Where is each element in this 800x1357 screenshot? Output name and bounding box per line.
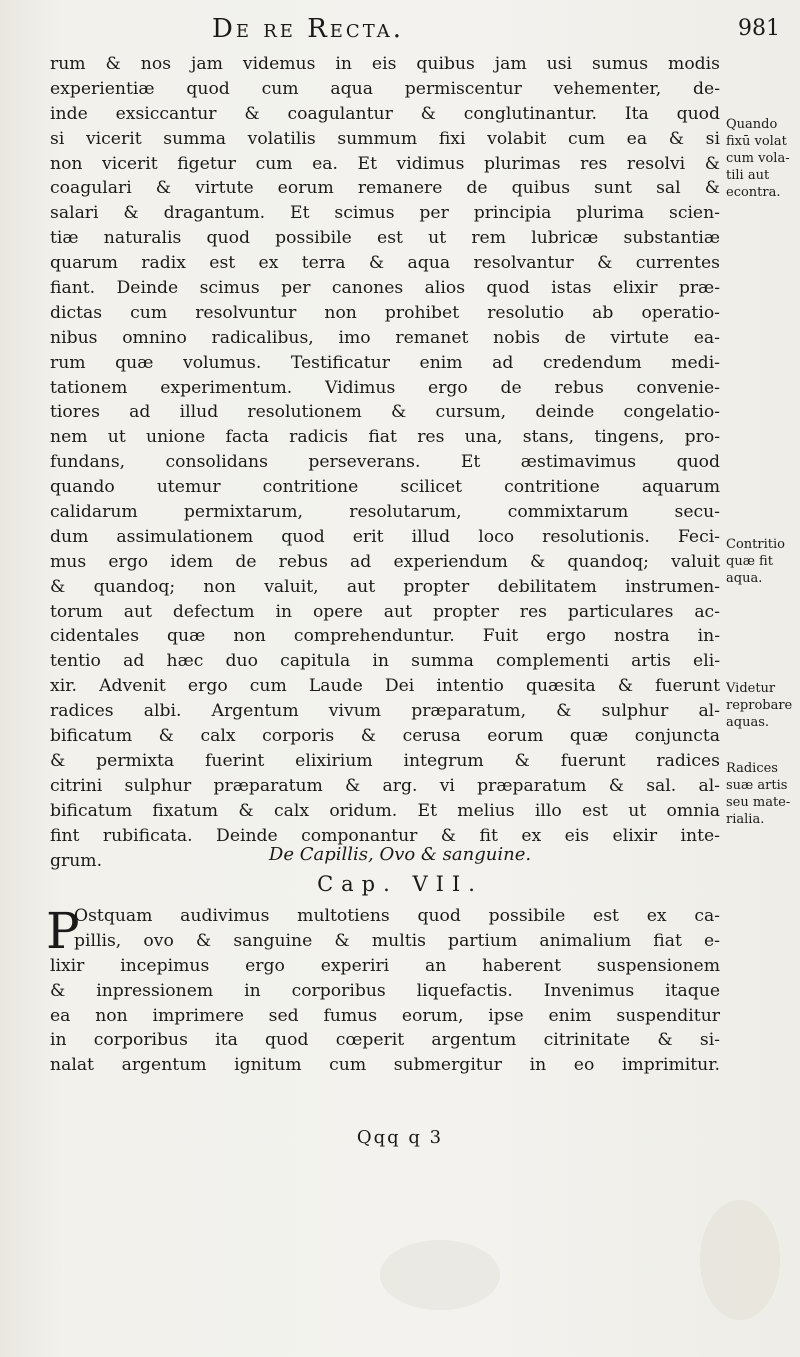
text-line: citrini sulphur præparatum & arg. vi præparatum & sal. al-	[50, 775, 720, 796]
chapter-text-block	[50, 904, 720, 1078]
running-head: De re Recta.	[212, 14, 404, 44]
text-line: rum quæ volumus. Testificatur enim ad credendum medi-	[50, 352, 720, 373]
text-line: tentio ad hæc duo capitula in summa complementi artis eli-	[50, 651, 720, 672]
text-line: pillis, ovo & sanguine & multis partium animalium fiat e-	[74, 930, 720, 951]
text-line: quarum radix est ex terra & aqua resolvantur & currentes	[50, 253, 720, 274]
text-line: calidarum permixtarum, resolutarum, commixtarum secu-	[50, 502, 720, 523]
margin-note-line: suæ artis	[726, 778, 788, 793]
text-line: & permixta fuerint elixirium integrum & fuerunt radices	[50, 750, 720, 771]
text-line: non vicerit figetur cum ea. Et vidimus plurimas res resolvi &	[50, 153, 720, 174]
text-line: dum assimulationem quod erit illud loco resolutionis. Feci-	[50, 526, 720, 547]
margin-note-line: Radices	[726, 761, 778, 776]
margin-note	[726, 760, 798, 828]
text-line: & inpressionem in corporibus liquefactis. Invenimus itaque	[50, 980, 720, 1001]
margin-note-line: reprobare	[726, 698, 793, 713]
text-line: nibus omnino radicalibus, imo remanet nobis de virtute ea-	[50, 327, 720, 348]
text-line: bificatum & calx corporis & cerusa eorum quæ conjuncta	[50, 726, 720, 747]
margin-note	[726, 116, 798, 201]
margin-note-line: Quando	[726, 117, 778, 132]
text-line: cidentales quæ non comprehenduntur. Fuit ergo nostra in-	[50, 626, 720, 647]
text-line: in corporibus ita quod cœperit argentum citrinitate & si-	[50, 1030, 720, 1051]
margin-note-line: Videtur	[726, 681, 776, 696]
text-line: experientiæ quod cum aqua permiscentur vehementer, de-	[50, 78, 720, 99]
page-number: 981	[738, 16, 780, 41]
text-line: Ostquam audivimus multotiens quod possibile est ex ca-	[74, 906, 720, 926]
body-text-block	[50, 52, 720, 873]
text-line: inde exsiccantur & coagulantur & conglutinantur. Ita quod	[50, 103, 720, 124]
paper-stain	[700, 1200, 780, 1320]
text-line: fint rubificata. Deinde componantur & fit ex eis elixir inte-	[50, 825, 720, 846]
margin-note-line: aquas.	[726, 715, 769, 730]
margin-note-line: fixū volat	[726, 134, 787, 149]
margin-note-line: aqua.	[726, 571, 763, 586]
text-line: bificatum fixatum & calx oridum. Et melius illo est ut omnia	[50, 800, 720, 821]
text-line: fiant. Deinde scimus per canones alios quod istas elixir præ-	[50, 278, 720, 299]
text-line: lixir incepimus ergo experiri an haberent suspensionem	[50, 955, 720, 976]
text-line: grum.	[50, 850, 103, 871]
chapter-heading: Cap. VII.	[317, 872, 483, 896]
margin-note-line: seu mate-	[726, 795, 791, 810]
text-line: radices albi. Argentum vivum præparatum, & sulphur al-	[50, 701, 720, 722]
text-line: si vicerit summa volatilis summum fixi volabit cum ea & si	[50, 128, 720, 149]
text-line: tationem experimentum. Vidimus ergo de rebus convenie-	[50, 377, 720, 398]
text-line: xir. Advenit ergo cum Laude Dei intentio quæsita & fuerunt	[50, 676, 720, 697]
text-line: dictas cum resolvuntur non prohibet resolutio ab operatio-	[50, 302, 720, 323]
margin-note	[726, 680, 798, 731]
signature-mark: Qqq q 3	[356, 1127, 444, 1148]
text-line: mus ergo idem de rebus ad experiendum & quandoq; valuit	[50, 551, 720, 572]
text-line: coagulari & virtute eorum remanere de quibus sunt sal &	[50, 178, 720, 199]
margin-note-line: tili aut	[726, 168, 770, 183]
text-line: ea non imprimere sed fumus eorum, ipse enim suspenditur	[50, 1005, 720, 1026]
text-line: torum aut defectum in opere aut propter res particulares ac-	[50, 601, 720, 622]
text-line: & quandoq; non valuit, aut propter debilitatem instrumen-	[50, 576, 720, 597]
margin-note-line: cum vola-	[726, 151, 790, 166]
margin-note-line: Contritio	[726, 537, 785, 552]
margin-note-line: econtra.	[726, 185, 781, 200]
paper-stain	[380, 1240, 500, 1310]
drop-capital: P	[46, 902, 80, 960]
margin-note-line: quæ fit	[726, 554, 773, 569]
text-line: fundans, consolidans perseverans. Et æstimavimus quod	[50, 452, 720, 473]
text-line: tiæ naturalis quod possibile est ut rem lubricæ substantiæ	[50, 228, 720, 249]
text-line: quando utemur contritione scilicet contritione aquarum	[50, 477, 720, 498]
margin-note	[726, 536, 798, 587]
margin-note-line: rialia.	[726, 812, 765, 827]
page-header	[0, 14, 800, 48]
text-line: tiores ad illud resolutionem & cursum, deinde congelatio-	[50, 402, 720, 423]
text-line: nalat argentum ignitum cum submergitur in eo imprimitur.	[50, 1055, 720, 1076]
text-line: nem ut unione facta radicis fiat res una, stans, tingens, pro-	[50, 427, 720, 448]
section-subheading: De Capillis, Ovo & sanguine.	[268, 844, 532, 865]
text-line: salari & dragantum. Et scimus per principia plurima scien-	[50, 203, 720, 224]
text-line: rum & nos jam videmus in eis quibus jam usi sumus modis	[50, 54, 720, 74]
